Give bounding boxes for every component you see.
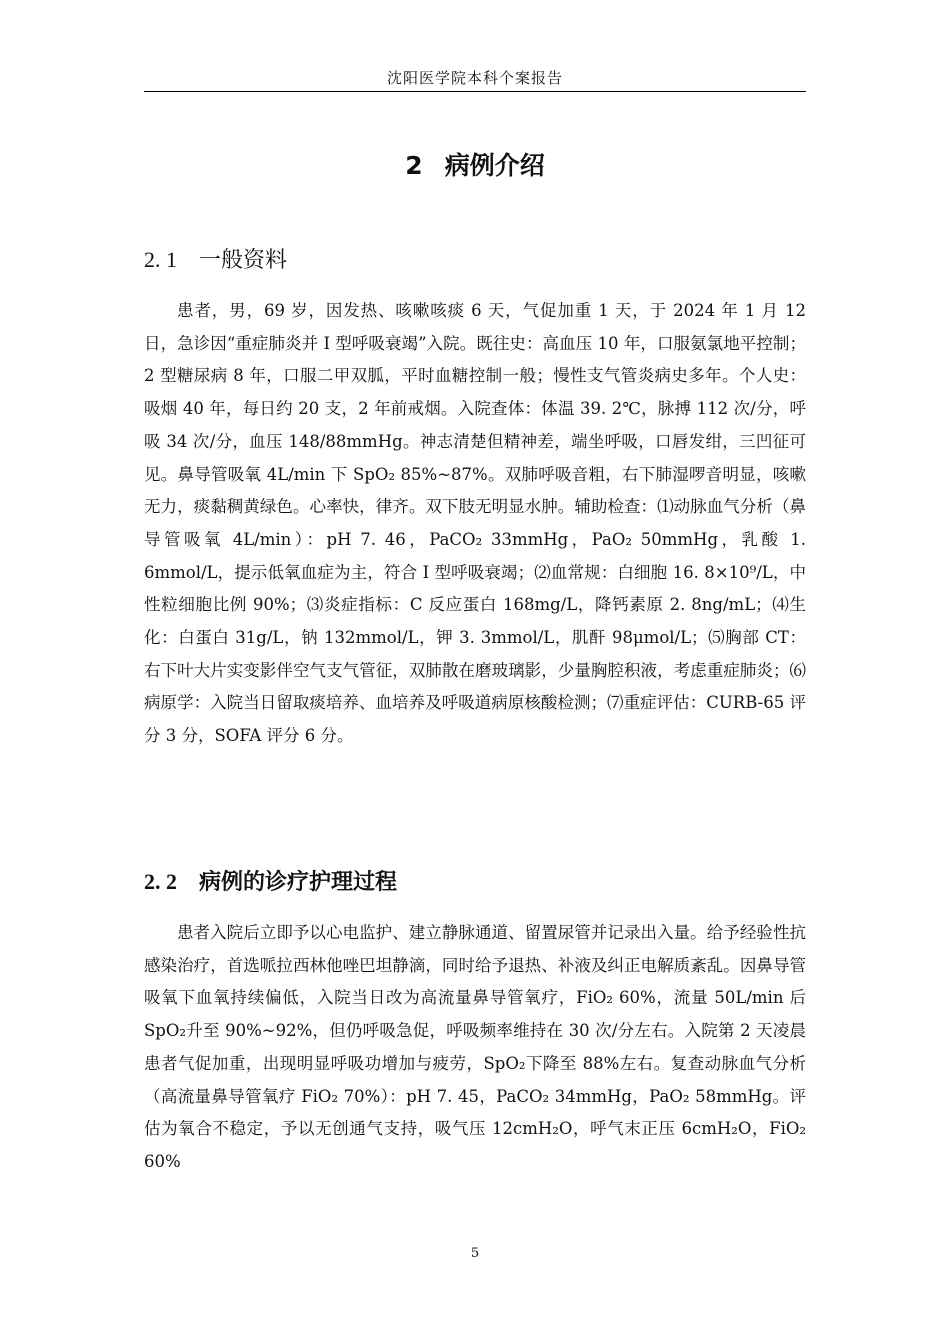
section-heading-2-1 bbox=[144, 242, 806, 279]
header-rule bbox=[144, 91, 806, 92]
section-title-text: 一般资料 bbox=[199, 248, 288, 273]
section-heading-2-2 bbox=[144, 864, 806, 901]
section-number: 2. 1 bbox=[144, 247, 177, 272]
chapter-title-text: 病例介绍 bbox=[444, 151, 545, 180]
chapter-number: 2 bbox=[405, 151, 423, 180]
section-paragraph-2-2: 患者入院后立即予以心电监护、建立静脉通道、留置尿管并记录出入量。给予经验性抗感染治疗，首选哌拉西林他唑巴坦静滴，同时给予退热、补液及纠正电解质紊乱。因鼻导管吸氧下血氧持续偏低，入院当日改为高流量鼻导管氧疗，FiO₂ 60%，流量 50L/min 后 SpO₂升至 90%~92%，但仍呼吸急促，呼吸频率维持在 30 次/分左右。入院第 2 天凌晨患者气促加重，出现明显呼吸功增加与疲劳，SpO₂下降至 88%左右。复查动脉血气分析（高流量鼻导管氧疗 FiO₂ 70%）：pH 7. 45，PaCO₂ 34mmHg，PaO₂ 58mmHg。评估为氧合不稳定，予以无创通气支持，吸气压 12cmH₂O，呼气末正压 6cmH₂O，FiO₂ 60% bbox=[144, 923, 806, 1171]
page-number: 5 bbox=[470, 1246, 480, 1261]
running-header: 沈阳医学院本科个案报告 bbox=[386, 69, 563, 87]
section-title-text: 病例的诊疗护理过程 bbox=[199, 870, 398, 895]
section-number: 2. 2 bbox=[144, 869, 177, 894]
chapter-title bbox=[144, 146, 806, 186]
section-paragraph-2-1: 患者，男，69 岁，因发热、咳嗽咳痰 6 天，气促加重 1 天，于 2024 年 1 月 12 日，急诊因“重症肺炎并 I 型呼吸衰竭”入院。既往史：高血压 10 年，口服氨氯地平控制；2 型糖尿病 8 年，口服二甲双胍，平时血糖控制一般；慢性支气管炎病史多年。个人史：吸烟 40 年，每日约 20 支，2 年前戒烟。入院查体：体温 39. 2℃，脉搏 112 次/分，呼吸 34 次/分，血压 148/88mmHg。神志清楚但精神差，端坐呼吸，口唇发绀，三凹征可见。鼻导管吸氧 4L/min 下 SpO₂ 85%~87%。双肺呼吸音粗，右下肺湿啰音明显，咳嗽无力，痰黏稠黄绿色。心率快，律齐。双下肢无明显水肿。辅助检查：⑴动脉血气分析（鼻导管吸氧 4L/min）：pH 7. 46，PaCO₂ 33mmHg，PaO₂ 50mmHg，乳酸 1. 6mmol/L，提示低氧血症为主，符合 I 型呼吸衰竭；⑵血常规：白细胞 16. 8×10⁹/L，中性粒细胞比例 90%；⑶炎症指标：C 反应蛋白 168mg/L，降钙素原 2. 8ng/mL；⑷生化：白蛋白 31g/L，钠 132mmol/L，钾 3. 3mmol/L，肌酐 98μmol/L；⑸胸部 CT：右下叶大片实变影伴空气支气管征，双肺散在磨玻璃影，少量胸腔积液，考虑重症肺炎；⑹病原学：入院当日留取痰培养、血培养及呼吸道病原核酸检测；⑺重症评估：CURB-65 评分 3 分，SOFA 评分 6 分。 bbox=[144, 301, 806, 746]
